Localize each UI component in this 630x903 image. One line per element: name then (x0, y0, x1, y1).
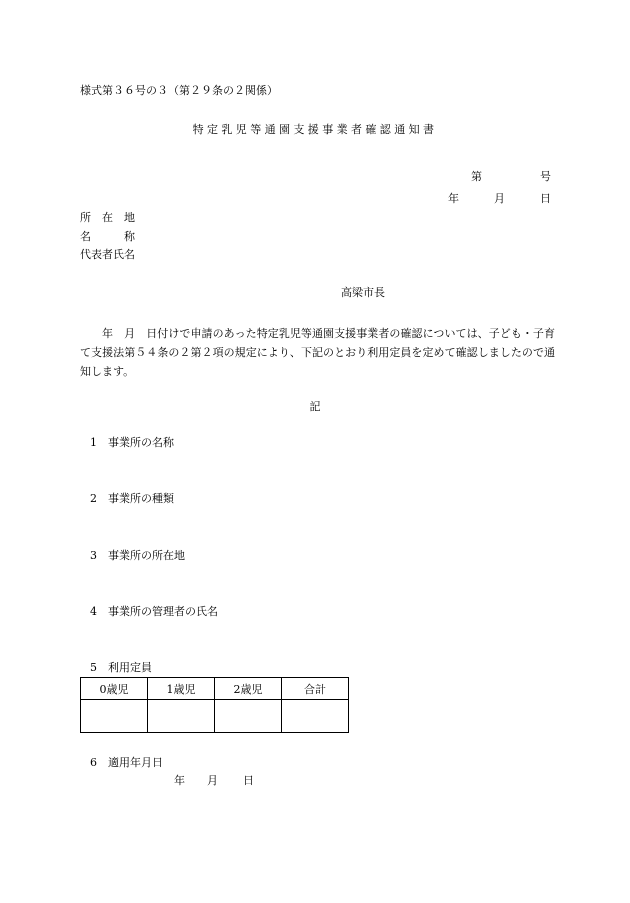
effective-date-day: 日 (243, 774, 254, 787)
item-manager-name: 4 事業所の管理者の氏名 (90, 605, 218, 618)
item-facility-location: 3 事業所の所在地 (90, 549, 185, 562)
item-capacity: 5 利用定員 (90, 661, 152, 674)
capacity-value-age2 (215, 700, 282, 733)
capacity-header-age1: 1歳児 (148, 678, 215, 700)
item-facility-type: 2 事業所の種類 (90, 492, 174, 505)
doc-number-suffix: 号 (540, 170, 551, 183)
date-month: 月 (494, 192, 505, 205)
capacity-header-row (81, 678, 349, 700)
date-day: 日 (540, 192, 551, 205)
capacity-value-row (81, 700, 349, 733)
doc-number-prefix: 第 (471, 170, 482, 183)
issuer-mayor: 高梁市長 (341, 286, 385, 299)
capacity-value-age0 (81, 700, 148, 733)
item-facility-name: 1 事業所の名称 (90, 436, 174, 449)
capacity-header-age0: 0歳児 (81, 678, 148, 700)
document-title: 特定乳児等通園支援事業者確認通知書 (192, 123, 438, 136)
body-paragraph: 年 月 日付けで申請のあった特定乳児等通園支援事業者の確認については、子ども・子育て支援法第５４条の２第２項の規定により、下記のとおり利用定員を定めて確認しましたので通知します。 (80, 327, 555, 378)
representative-label: 代表者氏名 (80, 248, 135, 261)
effective-date-month: 月 (207, 774, 218, 787)
name-label: 名 称 (80, 230, 135, 243)
capacity-header-total: 合計 (282, 678, 349, 700)
capacity-table (80, 677, 349, 733)
address-label: 所 在 地 (80, 211, 135, 224)
capacity-header-age2: 2歳児 (215, 678, 282, 700)
form-number: 様式第３６号の３（第２９条の２関係） (80, 84, 278, 97)
ki-heading: 記 (309, 400, 321, 413)
item-effective-date: 6 適用年月日 (90, 756, 163, 769)
date-year: 年 (448, 192, 459, 205)
effective-date-year: 年 (174, 774, 185, 787)
capacity-value-age1 (148, 700, 215, 733)
capacity-value-total (282, 700, 349, 733)
